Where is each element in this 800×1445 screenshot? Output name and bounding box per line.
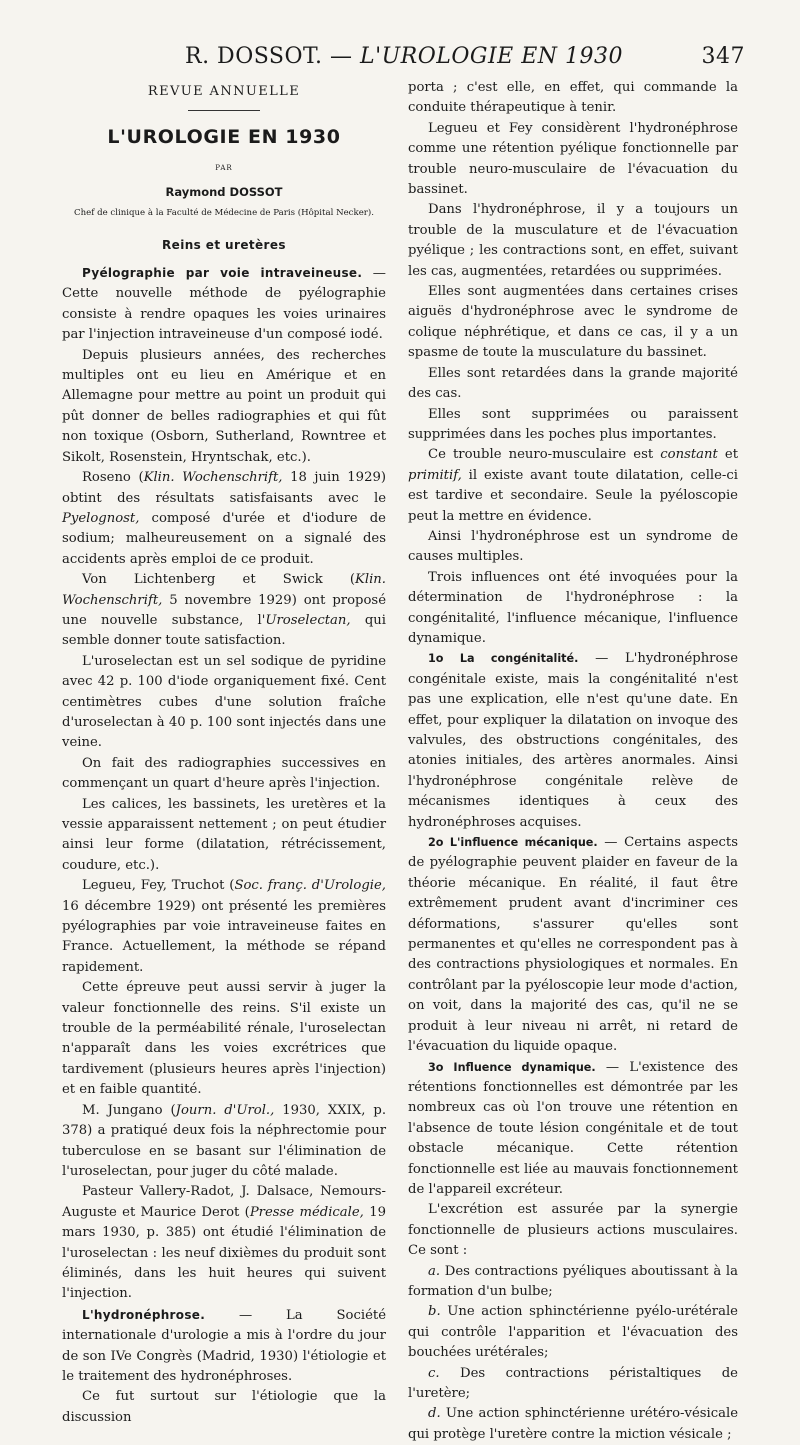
citation: Journ. d'Urol., xyxy=(175,1102,275,1118)
list-letter: d. xyxy=(428,1406,441,1422)
article-title: L'UROLOGIE EN 1930 xyxy=(107,126,341,149)
paragraph xyxy=(62,263,386,346)
list-item-text: Des contractions péristaltiques de l'uretère; xyxy=(408,1365,738,1401)
paragraph xyxy=(62,1305,386,1388)
paragraph-text: composé d'urée et d'iodure de sodium; malheureusement on a signalé des accidents après emploi de ce produit. xyxy=(62,510,386,567)
paragraph: Ce fut surtout sur l'étiologie que la discussion xyxy=(62,1389,386,1425)
paragraph xyxy=(408,445,738,527)
running-head xyxy=(185,44,745,72)
runin-heading: Pyélographie par voie intraveineuse. xyxy=(82,266,363,281)
paragraph xyxy=(62,468,386,570)
product-name: Pyelognost, xyxy=(62,510,140,526)
paragraph xyxy=(62,1101,386,1183)
paragraph-text: qui semble donner toute satisfaction. xyxy=(62,612,386,649)
running-head-title xyxy=(185,44,623,69)
paragraph-text: 1930, XXIX, p. 378) a pratiqué deux fois la néphrectomie pour tuberculose en se basant sur l'élimination de l'uroselectan, pour juger du côté malade. xyxy=(62,1102,387,1179)
paragraph-text: Roseno ( xyxy=(82,470,144,486)
paragraph-text: il existe avant toute dilatation, celle-ci est tardive et secondaire. Seule la pyéloscopie peut la mettre en évidence. xyxy=(408,467,738,524)
paragraph: L'excrétion est assurée par la synergie fonctionnelle de plusieurs actions musculaires. Ce sont : xyxy=(408,1202,738,1259)
list-item xyxy=(408,1262,738,1303)
paragraph xyxy=(62,1182,386,1304)
citation: Klin. Wochenschrift, xyxy=(62,572,386,608)
runin-heading: 2o L'influence mécanique. xyxy=(428,836,598,850)
emphasis: constant xyxy=(660,447,718,463)
paragraph: Legueu et Fey considèrent l'hydronéphrose comme une rétention pyélique fonctionnelle par trouble neuro-musculaire de l'évacuation du bassinet. xyxy=(408,120,738,198)
list-item-text: Une action sphinctérienne urétéro-vésicale qui protège l'uretère contre la miction vésicale ; xyxy=(408,1406,738,1442)
paragraph xyxy=(408,1058,738,1201)
page-number: 347 xyxy=(701,44,745,69)
list-item xyxy=(408,1302,738,1363)
citation: Klin. Wochenschrift, xyxy=(143,470,283,486)
paragraph: Cette épreuve peut aussi servir à juger la valeur fonctionnelle des reins. S'il existe un trouble de la perméabilité rénale, l'uroselectan n'apparaît dans les voies excrétrices que tardivement (plusieurs heures après l'injection) et en faible quantité. xyxy=(62,980,386,1098)
paragraph: Dans l'hydronéphrose, il y a toujours un trouble de la musculature et de l'évacuation pyélique ; les contractions sont, en effet, suivant les cas, augmentées, retardées ou supprimées. xyxy=(408,202,738,279)
paragraph xyxy=(62,570,386,652)
list-item xyxy=(408,1404,738,1445)
left-column xyxy=(62,78,386,1428)
paragraph xyxy=(408,649,738,833)
runin-heading: 3o Influence dynamique. xyxy=(428,1060,596,1074)
paragraph-text: Pasteur Vallery-Radot, J. Dalsace, Nemours-Auguste et Maurice Derot ( xyxy=(62,1184,386,1220)
paragraph-text: — L'hydronéphrose congénitale existe, mais la congénitalité n'est pas une explication, elle n'est qu'une date. En effet, pour expliquer la dilatation on invoque des valvules, des obstructions congénitales, des atonies initiales, des artères anormales. Ainsi l'hydronéphrose congénitale relève de mécanismes identiques à ceux des hydronéphroses acquises. xyxy=(408,651,738,830)
author-affiliation: Chef de clinique à la Faculté de Médecine de Paris (Hôpital Necker). xyxy=(74,207,374,218)
paragraph: On fait des radiographies successives en commençant un quart d'heure après l'injection. xyxy=(62,755,386,792)
list-letter: a. xyxy=(428,1263,441,1279)
emphasis: primitif, xyxy=(408,467,462,483)
paragraph-text: Ce trouble neuro-musculaire est xyxy=(428,447,661,463)
running-head-author: R. DOSSOT. xyxy=(185,44,323,69)
paragraph-text: 5 novembre 1929) ont proposé une nouvelle substance, l' xyxy=(62,592,386,628)
paragraph: Depuis plusieurs années, des recherches multiples ont eu lieu en Amérique et en Allemagne pour mettre au point un produit qui pût donner de belles radiographies et qui fût non toxique (Osborn, Sutherland, Rowntree et Sikolt, Rosenstein, Hryntschak, etc.). xyxy=(62,347,386,465)
paragraph: Ainsi l'hydronéphrose est un syndrome de causes multiples. xyxy=(408,528,738,565)
paragraph: Les calices, les bassinets, les uretères et la vessie apparaissent nettement ; on peut étudier ainsi leur forme (dilatation, rétrécissement, coudure, etc.). xyxy=(62,796,386,873)
title-rule xyxy=(188,110,260,111)
paragraph: L'uroselectan est un sel sodique de pyridine avec 42 p. 100 d'iode organiquement fixé. Cent centimètres cubes d'une solution fraîche d'uroselectan à 40 p. 100 sont injectés dans une veine. xyxy=(62,653,386,751)
citation: Soc. franç. d'Urologie, xyxy=(234,878,386,894)
paragraph xyxy=(408,833,738,1057)
paragraph-text: 16 décembre 1929) ont présenté les premières pyélographies par voie intraveineuse faites en France. Actuellement, la méthode se répand rapidement. xyxy=(62,898,386,975)
paragraph xyxy=(62,876,386,978)
running-head-dash: — xyxy=(329,44,353,69)
right-column xyxy=(408,78,738,1445)
paragraph: Elles sont augmentées dans certaines crises aiguës d'hydronéphrose avec le syndrome de colique néphrétique, et dans ce cas, il y a un spasme de toute la musculature du bassinet. xyxy=(408,284,738,361)
article-author: Raymond DOSSOT xyxy=(165,185,283,200)
paragraph-text: et xyxy=(717,447,739,463)
list-item xyxy=(408,1364,738,1405)
paragraph-text: M. Jungano ( xyxy=(82,1102,176,1118)
runin-heading: 1o La congénitalité. xyxy=(428,652,579,666)
paragraph: porta ; c'est elle, en effet, qui commande la conduite thérapeutique à tenir. xyxy=(408,80,738,116)
runin-heading: L'hydronéphrose. xyxy=(82,1307,206,1322)
paragraph-text: — Certains aspects de pyélographie peuvent plaider en faveur de la théorie mécanique. En réalité, il faut être extrêmement prudent avant d'incriminer ces déformations, s'assurer qu'elles sont permanentes et qu'elles ne correspondent pas à des contractions physiologiques et normales. En contrôlant par la pyéloscopie leur mode d'action, on voit, dans la majorité des cas, qu'il ne se produit à leur niveau ni arrêt, ni retard de l'évacuation du liquide opaque. xyxy=(408,835,738,1055)
list-letter: b. xyxy=(428,1304,441,1320)
list-item-text: Des contractions pyéliques aboutissant à la formation d'un bulbe; xyxy=(408,1263,738,1299)
list-letter: c. xyxy=(428,1365,440,1381)
section-title: Reins et uretères xyxy=(162,237,286,252)
rubric-label: REVUE ANNUELLE xyxy=(147,84,301,99)
paragraph: Elles sont retardées dans la grande majorité des cas. xyxy=(408,365,738,402)
byline-par: PAR xyxy=(215,163,233,172)
paragraph-text: 19 mars 1930, p. 385) ont étudié l'élimination de l'uroselectan : les neuf dixièmes du produit sont éliminés, dans les huit heures qui suivent l'injection. xyxy=(62,1204,386,1302)
list-item-text: Une action sphinctérienne pyélo-urétérale qui contrôle l'apparition et l'évacuation des bouchées urétérales; xyxy=(408,1304,738,1361)
paragraph-text: Legueu, Fey, Truchot ( xyxy=(82,878,235,894)
paragraph-text: — L'existence des rétentions fonctionnelles est démontrée par les nombreux cas où l'on trouve une rétention en l'absence de toute lésion congénitale et de tout obstacle mécanique. Cette rétention fonctionnelle est liée au mauvais fonctionnement de l'appareil excréteur. xyxy=(408,1059,738,1197)
citation: Presse médicale, xyxy=(249,1204,364,1220)
running-head-article-title: L'UROLOGIE EN 1930 xyxy=(359,44,624,69)
paragraph: Trois influences ont été invoquées pour la détermination de l'hydronéphrose : la congénitalité, l'influence mécanique, l'influence dynamique. xyxy=(408,569,738,646)
paragraph-text: — La Société internationale d'urologie a mis à l'ordre du jour de son IVe Congrès (Madrid, 1930) l'étiologie et le traitement des hydronéphroses. xyxy=(62,1307,386,1384)
paragraph-text: — Cette nouvelle méthode de pyélographie consiste à rendre opaques les voies urinaires par l'injection intraveineuse d'un composé iodé. xyxy=(62,266,386,343)
paragraph: Elles sont supprimées ou paraissent supprimées dans les poches plus importantes. xyxy=(408,406,738,442)
paragraph-text: Von Lichtenberg et Swick ( xyxy=(82,572,356,588)
product-name: Uroselectan, xyxy=(265,612,351,628)
paragraph-text: 18 juin 1929) obtint des résultats satisfaisants avec le xyxy=(62,470,387,506)
